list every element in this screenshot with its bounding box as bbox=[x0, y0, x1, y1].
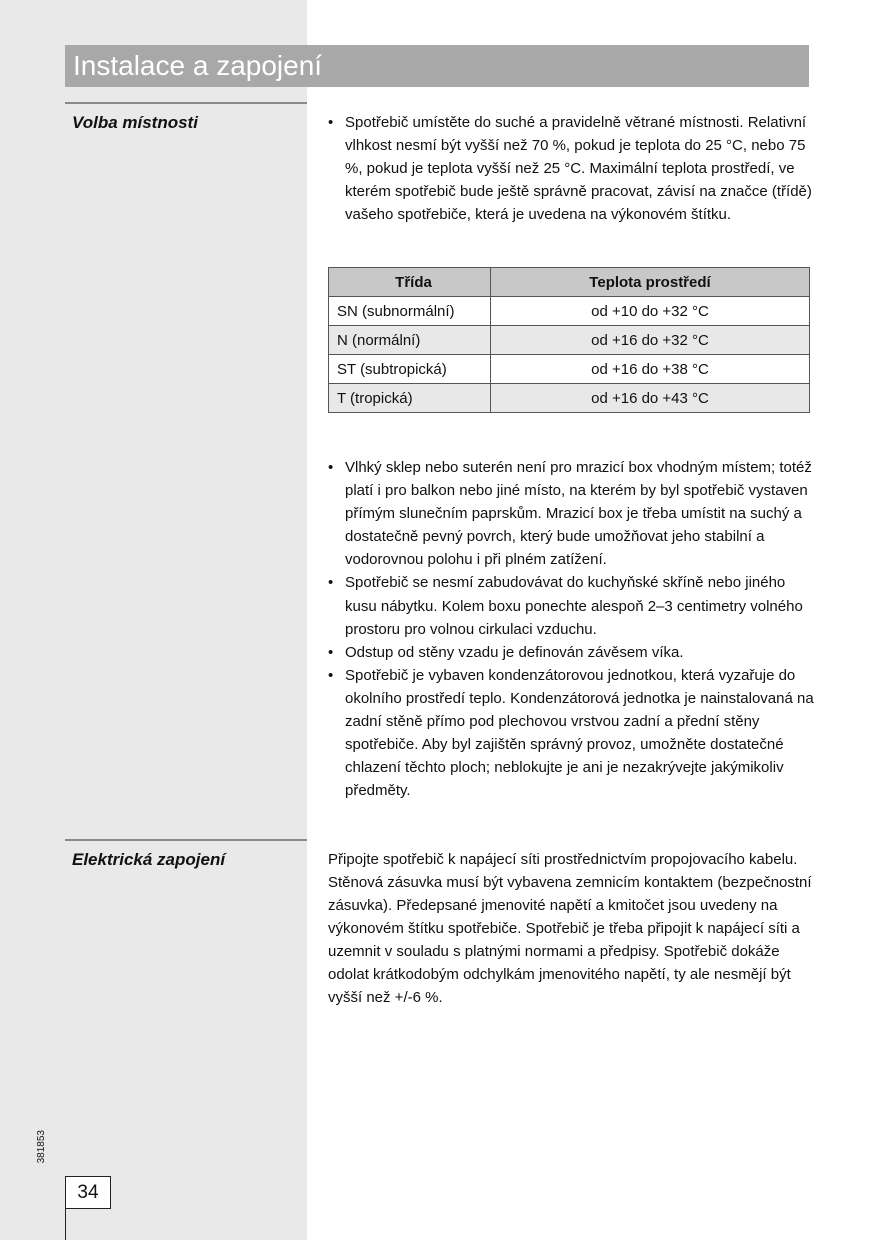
section-heading-electric: Elektrická zapojení bbox=[72, 850, 226, 869]
table-header-row bbox=[329, 268, 810, 297]
table-cell-temperature: od +16 do +38 °C bbox=[491, 355, 810, 384]
page-number: 34 bbox=[65, 1176, 111, 1209]
table-cell-class: ST (subtropická) bbox=[329, 355, 491, 384]
table-header-class: Třída bbox=[329, 268, 491, 297]
bullet-item: • Spotřebič je vybaven kondenzátorovou jednotkou, která vyzařuje do okolního prostředí teplo. Kondenzátorová jednotka je nainstalovaná na zadní stěně přímo pod plechovou vrstvou zadní a přední stěny spotřebiče. Aby byl zajištěn správný provoz, umožněte dostatečné chlazení těchto ploch; neblokujte je ani je nezakrývejte jakýmikoliv předměty. bbox=[328, 664, 814, 803]
table-row bbox=[329, 384, 810, 413]
bullet-item: • Spotřebič se nesmí zabudovávat do kuchyňské skříně nebo jiného kusu nábytku. Kolem boxu ponechte alespoň 2–3 centimetry volného prostoru pro volnou cirkulaci vzduchu. bbox=[328, 571, 814, 640]
table-cell-temperature: od +10 do +32 °C bbox=[491, 297, 810, 326]
table-cell-class: T (tropická) bbox=[329, 384, 491, 413]
bullet-item: • Spotřebič umístěte do suché a pravidelně větrané místnosti. Relativní vlhkost nesmí být vyšší než 70 %, pokud je teplota do 25 °C, nebo 75 %, pokud je teplota vyšší než 25 °C. Maximální teplota prostředí, ve kterém spotřebič bude ještě správně pracovat, závisí na značce (třídě) vašeho spotřebiče, která je uvedena na výkonovém štítku. bbox=[328, 111, 814, 226]
table-cell-class: N (normální) bbox=[329, 326, 491, 355]
climate-class-table bbox=[328, 267, 810, 413]
section-heading-room: Volba místnosti bbox=[72, 113, 198, 132]
table-row bbox=[329, 297, 810, 326]
intro-bullet-list bbox=[328, 111, 814, 226]
placement-bullet-list bbox=[328, 456, 814, 802]
document-code: 381853 bbox=[36, 1130, 47, 1164]
section-rule-room bbox=[65, 102, 307, 104]
title-bar bbox=[65, 45, 809, 87]
table-header-temperature: Teplota prostředí bbox=[491, 268, 810, 297]
section-rule-electric bbox=[65, 839, 307, 841]
page-number-rule bbox=[65, 1209, 66, 1240]
table-row bbox=[329, 355, 810, 384]
table-cell-temperature: od +16 do +43 °C bbox=[491, 384, 810, 413]
page-title: Instalace a zapojení bbox=[73, 50, 323, 81]
table-cell-temperature: od +16 do +32 °C bbox=[491, 326, 810, 355]
electric-paragraph: Připojte spotřebič k napájecí síti prostřednictvím propojovacího kabelu. Stěnová zásuvka musí být vybavena zemnicím kontaktem (bezpečnostní zásuvka). Předepsané jmenovité napětí a kmitočet jsou uvedeny na výkonovém štítku spotřebiče. Spotřebič je třeba připojit k napájecí síti a uzemnit v souladu s platnými normami a předpisy. Spotřebič dokáže odolat krátkodobým odchylkám jmenovitého napětí, ty ale nesmějí být vyšší než +/-6 %. bbox=[328, 851, 812, 1006]
bullet-item: • Odstup od stěny vzadu je definován závěsem víka. bbox=[328, 641, 814, 664]
left-margin-band bbox=[0, 0, 307, 1240]
table-row bbox=[329, 326, 810, 355]
table-cell-class: SN (subnormální) bbox=[329, 297, 491, 326]
bullet-item: • Vlhký sklep nebo suterén není pro mrazicí box vhodným místem; totéž platí i pro balkon nebo jiné místo, na kterém by byl spotřebič vystaven přímým slunečním paprskům. Mrazicí box je třeba umístit na suchý a dostatečně pevný povrch, který bude umožňovat jeho stabilní a vodorovnou polohu i při plném zatížení. bbox=[328, 456, 814, 571]
